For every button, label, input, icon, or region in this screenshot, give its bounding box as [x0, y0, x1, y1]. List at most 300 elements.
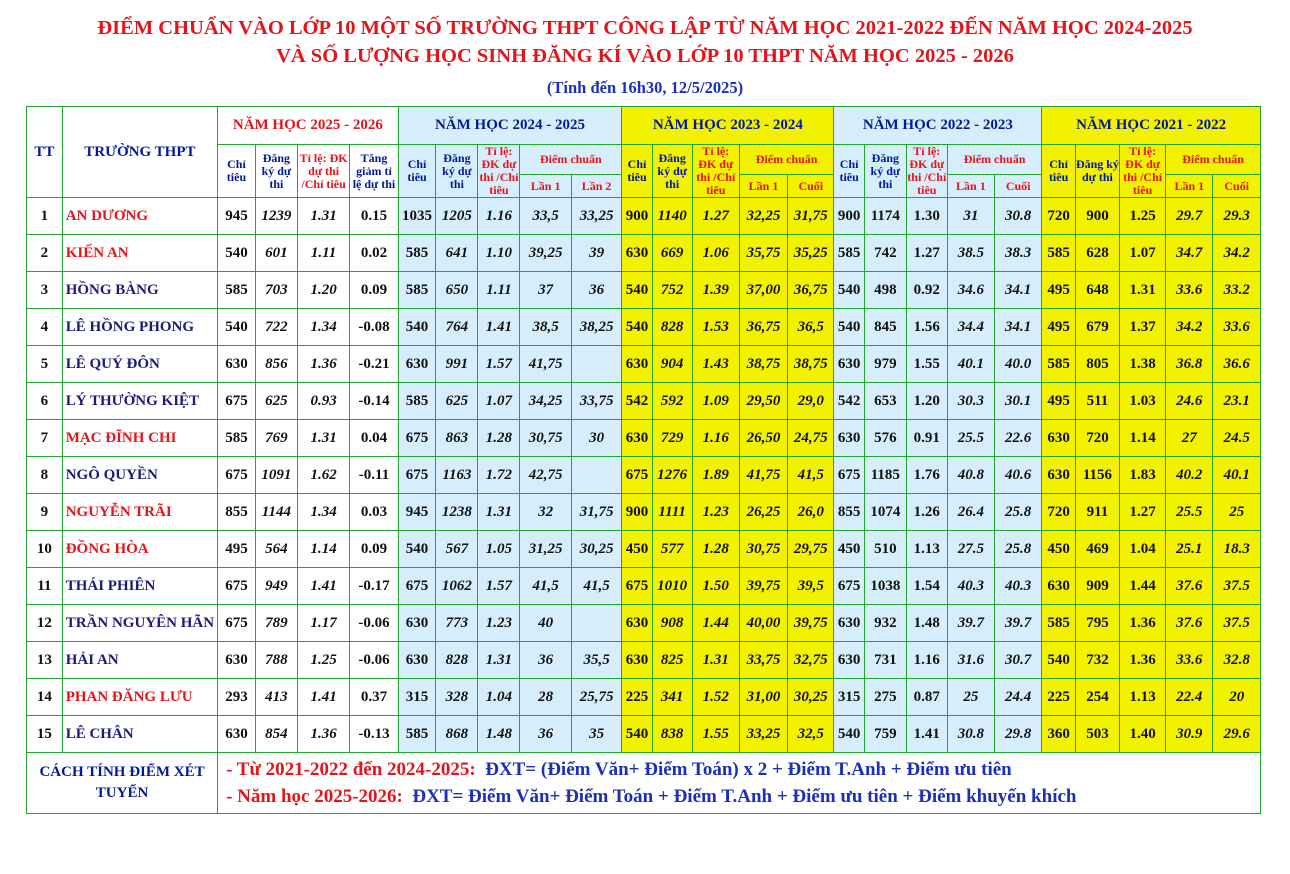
ratio-2025: 1.25: [297, 642, 349, 679]
school-name: HẢI AN: [62, 642, 217, 679]
ratio-2025: 1.17: [297, 605, 349, 642]
header-chi-tieu: Chỉ tiêu: [622, 145, 652, 198]
quota-2024: 675: [398, 457, 436, 494]
registered-2022: 1174: [864, 198, 906, 235]
ratio-2021: 1.38: [1120, 346, 1166, 383]
quota-2025: 585: [218, 420, 256, 457]
quota-2023: 450: [622, 531, 652, 568]
ratio-2021: 1.31: [1120, 272, 1166, 309]
header-chi-tieu: Chỉ tiêu: [1042, 145, 1076, 198]
score-2021-round1: 37.6: [1166, 605, 1213, 642]
score-2022-round1: 34.6: [947, 272, 994, 309]
score-2023-round1: 38,75: [739, 346, 787, 383]
header-lan-1: Lần 1: [520, 175, 571, 198]
score-2024-round2: 35: [571, 716, 621, 753]
score-2021-final: 24.5: [1213, 420, 1261, 457]
score-2021-final: 29.6: [1213, 716, 1261, 753]
registered-2025: 1239: [255, 198, 297, 235]
score-2024-round2: 30: [571, 420, 621, 457]
ratio-change-2025: 0.15: [350, 198, 398, 235]
ratio-2023: 1.23: [692, 494, 739, 531]
score-2023-final: 39,75: [788, 605, 834, 642]
header-ti-le: Tỉ lệ: ĐK dự thi /Chỉ tiêu: [692, 145, 739, 198]
quota-2023: 900: [622, 494, 652, 531]
table-row: [27, 642, 1261, 679]
score-2022-final: 34.1: [995, 272, 1042, 309]
ratio-2022: 1.41: [906, 716, 947, 753]
score-2021-final: 33.2: [1213, 272, 1261, 309]
ratio-2023: 1.06: [692, 235, 739, 272]
header-tang-giam: Tăng giảm tỉ lệ dự thi: [350, 145, 398, 198]
header-dang-ky: Đăng ký dự thi: [255, 145, 297, 198]
ratio-2021: 1.25: [1120, 198, 1166, 235]
score-2024-round1: 39,25: [520, 235, 571, 272]
registered-2021: 469: [1075, 531, 1119, 568]
registered-2025: 854: [255, 716, 297, 753]
table-row: [27, 309, 1261, 346]
ratio-2022: 1.54: [906, 568, 947, 605]
quota-2021: 495: [1042, 272, 1076, 309]
registered-2022: 498: [864, 272, 906, 309]
score-2021-final: 34.2: [1213, 235, 1261, 272]
score-2023-round1: 33,75: [739, 642, 787, 679]
header-year-2025: NĂM HỌC 2025 - 2026: [218, 107, 399, 145]
ratio-2024: 1.41: [478, 309, 520, 346]
quota-2023: 900: [622, 198, 652, 235]
quota-2022: 630: [834, 605, 864, 642]
score-2024-round2: 38,25: [571, 309, 621, 346]
score-2023-final: 36,5: [788, 309, 834, 346]
score-2023-round1: 39,75: [739, 568, 787, 605]
table-body: [27, 198, 1261, 753]
registered-2025: 703: [255, 272, 297, 309]
score-2023-final: 36,75: [788, 272, 834, 309]
score-2023-final: 29,0: [788, 383, 834, 420]
header-school: TRƯỜNG THPT: [62, 107, 217, 198]
quota-2025: 675: [218, 568, 256, 605]
registered-2023: 752: [652, 272, 692, 309]
quota-2024: 585: [398, 272, 436, 309]
score-2022-round1: 26.4: [947, 494, 994, 531]
footer-rule-2: [226, 783, 1260, 810]
quota-2021: 720: [1042, 494, 1076, 531]
score-2024-round1: 31,25: [520, 531, 571, 568]
quota-2025: 630: [218, 716, 256, 753]
row-number: 15: [27, 716, 63, 753]
school-name: LÊ HỒNG PHONG: [62, 309, 217, 346]
row-number: 7: [27, 420, 63, 457]
quota-2022: 675: [834, 568, 864, 605]
row-number: 2: [27, 235, 63, 272]
ratio-change-2025: -0.13: [350, 716, 398, 753]
quota-2022: 630: [834, 346, 864, 383]
score-2021-final: 20: [1213, 679, 1261, 716]
ratio-2023: 1.16: [692, 420, 739, 457]
ratio-2022: 1.26: [906, 494, 947, 531]
ratio-2024: 1.28: [478, 420, 520, 457]
score-2022-final: 29.8: [995, 716, 1042, 753]
ratio-2025: 1.41: [297, 679, 349, 716]
score-2023-round1: 26,50: [739, 420, 787, 457]
score-2022-final: 38.3: [995, 235, 1042, 272]
registered-2025: 413: [255, 679, 297, 716]
score-2023-round1: 30,75: [739, 531, 787, 568]
header-diem-chuan: Điểm chuẩn: [947, 145, 1042, 175]
score-2024-round1: 42,75: [520, 457, 571, 494]
registered-2022: 576: [864, 420, 906, 457]
registered-2025: 722: [255, 309, 297, 346]
ratio-change-2025: 0.03: [350, 494, 398, 531]
registered-2024: 828: [436, 642, 478, 679]
score-2022-final: 30.7: [995, 642, 1042, 679]
quota-2024: 630: [398, 605, 436, 642]
registered-2021: 909: [1075, 568, 1119, 605]
header-cuoi: Cuối: [788, 175, 834, 198]
score-2022-round1: 30.3: [947, 383, 994, 420]
ratio-2022: 1.76: [906, 457, 947, 494]
quota-2022: 542: [834, 383, 864, 420]
registered-2021: 679: [1075, 309, 1119, 346]
table-row: [27, 457, 1261, 494]
registered-2024: 625: [436, 383, 478, 420]
registered-2021: 1156: [1075, 457, 1119, 494]
header-year-2022: NĂM HỌC 2022 - 2023: [834, 107, 1042, 145]
header-ti-le: Tỉ lệ: ĐK dự thi /Chỉ tiêu: [1120, 145, 1166, 198]
quota-2024: 540: [398, 531, 436, 568]
quota-2025: 630: [218, 346, 256, 383]
score-2021-final: 32.8: [1213, 642, 1261, 679]
ratio-2022: 1.13: [906, 531, 947, 568]
ratio-2023: 1.39: [692, 272, 739, 309]
header-ti-le: Tỉ lệ: ĐK dự thi /Chỉ tiêu: [297, 145, 349, 198]
registered-2021: 720: [1075, 420, 1119, 457]
header-year-2023: NĂM HỌC 2023 - 2024: [622, 107, 834, 145]
ratio-2023: 1.27: [692, 198, 739, 235]
score-2021-round1: 22.4: [1166, 679, 1213, 716]
ratio-2022: 1.20: [906, 383, 947, 420]
quota-2023: 225: [622, 679, 652, 716]
registered-2023: 825: [652, 642, 692, 679]
header-year-2021: NĂM HỌC 2021 - 2022: [1042, 107, 1261, 145]
page-subtitle: (Tính đến 16h30, 12/5/2025): [546, 78, 744, 97]
registered-2021: 732: [1075, 642, 1119, 679]
score-2023-final: 30,25: [788, 679, 834, 716]
ratio-2025: 1.14: [297, 531, 349, 568]
ratio-2021: 1.04: [1120, 531, 1166, 568]
school-name: LÊ QUÝ ĐÔN: [62, 346, 217, 383]
score-2022-round1: 25: [947, 679, 994, 716]
registered-2021: 805: [1075, 346, 1119, 383]
registered-2023: 908: [652, 605, 692, 642]
footer-label: CÁCH TÍNH ĐIỂM XÉT TUYỂN: [27, 753, 218, 814]
quota-2022: 630: [834, 420, 864, 457]
ratio-2025: 0.93: [297, 383, 349, 420]
header-diem-chuan: Điểm chuẩn: [1166, 145, 1261, 175]
ratio-2025: 1.20: [297, 272, 349, 309]
score-2022-round1: 34.4: [947, 309, 994, 346]
score-2024-round2: 31,75: [571, 494, 621, 531]
score-2024-round2: 33,25: [571, 198, 621, 235]
quota-2021: 225: [1042, 679, 1076, 716]
ratio-change-2025: -0.14: [350, 383, 398, 420]
registered-2023: 669: [652, 235, 692, 272]
ratio-2021: 1.44: [1120, 568, 1166, 605]
ratio-2021: 1.07: [1120, 235, 1166, 272]
quota-2024: 630: [398, 642, 436, 679]
ratio-2023: 1.44: [692, 605, 739, 642]
registered-2022: 1038: [864, 568, 906, 605]
ratio-2022: 0.91: [906, 420, 947, 457]
quota-2025: 495: [218, 531, 256, 568]
ratio-2024: 1.57: [478, 568, 520, 605]
score-2023-final: 24,75: [788, 420, 834, 457]
registered-2024: 1238: [436, 494, 478, 531]
registered-2021: 795: [1075, 605, 1119, 642]
quota-2023: 630: [622, 235, 652, 272]
school-name: THÁI PHIÊN: [62, 568, 217, 605]
table-row: [27, 679, 1261, 716]
quota-2022: 450: [834, 531, 864, 568]
quota-2022: 540: [834, 272, 864, 309]
ratio-change-2025: -0.06: [350, 605, 398, 642]
registered-2023: 592: [652, 383, 692, 420]
ratio-2023: 1.55: [692, 716, 739, 753]
ratio-2023: 1.43: [692, 346, 739, 383]
score-2022-round1: 39.7: [947, 605, 994, 642]
ratio-2023: 1.31: [692, 642, 739, 679]
ratio-change-2025: -0.08: [350, 309, 398, 346]
quota-2024: 1035: [398, 198, 436, 235]
ratio-change-2025: 0.04: [350, 420, 398, 457]
registered-2022: 759: [864, 716, 906, 753]
score-2024-round1: 36: [520, 642, 571, 679]
table-row: [27, 272, 1261, 309]
registered-2025: 1091: [255, 457, 297, 494]
registered-2025: 769: [255, 420, 297, 457]
ratio-2023: 1.50: [692, 568, 739, 605]
quota-2021: 540: [1042, 642, 1076, 679]
header-chi-tieu: Chỉ tiêu: [398, 145, 436, 198]
score-2022-round1: 40.3: [947, 568, 994, 605]
quota-2024: 675: [398, 568, 436, 605]
registered-2024: 868: [436, 716, 478, 753]
score-2023-round1: 36,75: [739, 309, 787, 346]
ratio-change-2025: -0.17: [350, 568, 398, 605]
registered-2025: 601: [255, 235, 297, 272]
school-name: NGÔ QUYỀN: [62, 457, 217, 494]
ratio-change-2025: -0.21: [350, 346, 398, 383]
score-2023-final: 38,75: [788, 346, 834, 383]
ratio-2025: 1.31: [297, 198, 349, 235]
footer-rules: [218, 753, 1261, 814]
admission-score-table: [26, 106, 1261, 814]
ratio-2024: 1.10: [478, 235, 520, 272]
score-2022-round1: 40.1: [947, 346, 994, 383]
header-diem-chuan: Điểm chuẩn: [739, 145, 834, 175]
score-2022-final: 40.0: [995, 346, 1042, 383]
ratio-2021: 1.83: [1120, 457, 1166, 494]
ratio-2025: 1.62: [297, 457, 349, 494]
score-2022-final: 30.1: [995, 383, 1042, 420]
registered-2024: 764: [436, 309, 478, 346]
score-2021-round1: 30.9: [1166, 716, 1213, 753]
ratio-2021: 1.37: [1120, 309, 1166, 346]
row-number: 10: [27, 531, 63, 568]
score-2023-final: 35,25: [788, 235, 834, 272]
ratio-2025: 1.36: [297, 346, 349, 383]
quota-2025: 585: [218, 272, 256, 309]
registered-2021: 628: [1075, 235, 1119, 272]
registered-2021: 254: [1075, 679, 1119, 716]
school-name: PHAN ĐĂNG LƯU: [62, 679, 217, 716]
quota-2025: 945: [218, 198, 256, 235]
ratio-2021: 1.27: [1120, 494, 1166, 531]
header-diem-chuan: Điểm chuẩn: [520, 145, 622, 175]
row-number: 11: [27, 568, 63, 605]
score-2023-final: 29,75: [788, 531, 834, 568]
score-2023-round1: 29,50: [739, 383, 787, 420]
score-2022-round1: 31.6: [947, 642, 994, 679]
ratio-2021: 1.14: [1120, 420, 1166, 457]
ratio-2022: 1.55: [906, 346, 947, 383]
quota-2023: 542: [622, 383, 652, 420]
score-2022-final: 34.1: [995, 309, 1042, 346]
score-2021-final: 36.6: [1213, 346, 1261, 383]
row-number: 6: [27, 383, 63, 420]
quota-2024: 540: [398, 309, 436, 346]
score-2024-round1: 32: [520, 494, 571, 531]
table-row: [27, 420, 1261, 457]
score-2021-round1: 36.8: [1166, 346, 1213, 383]
quota-2024: 945: [398, 494, 436, 531]
score-2024-round2: 33,75: [571, 383, 621, 420]
score-2021-round1: 33.6: [1166, 272, 1213, 309]
score-2021-final: 18.3: [1213, 531, 1261, 568]
ratio-2024: 1.05: [478, 531, 520, 568]
registered-2022: 979: [864, 346, 906, 383]
row-number: 5: [27, 346, 63, 383]
header-dang-ky: Đăng ký dự thi: [864, 145, 906, 198]
score-2024-round1: 37: [520, 272, 571, 309]
footer-rule-1-prefix: - Từ 2021-2022 đến 2024-2025:: [226, 759, 476, 780]
quota-2024: 585: [398, 235, 436, 272]
ratio-2024: 1.04: [478, 679, 520, 716]
footer-rule-1: [226, 756, 1260, 783]
score-2024-round2: 35,5: [571, 642, 621, 679]
quota-2022: 315: [834, 679, 864, 716]
quota-2023: 630: [622, 642, 652, 679]
score-2023-round1: 33,25: [739, 716, 787, 753]
ratio-2024: 1.31: [478, 494, 520, 531]
score-2024-round1: 30,75: [520, 420, 571, 457]
score-2024-round2: [571, 346, 621, 383]
registered-2023: 1276: [652, 457, 692, 494]
ratio-2025: 1.11: [297, 235, 349, 272]
header-lan-1: Lần 1: [947, 175, 994, 198]
quota-2024: 585: [398, 716, 436, 753]
row-number: 3: [27, 272, 63, 309]
ratio-2024: 1.57: [478, 346, 520, 383]
registered-2022: 731: [864, 642, 906, 679]
ratio-2022: 1.48: [906, 605, 947, 642]
quota-2021: 495: [1042, 309, 1076, 346]
quota-2022: 540: [834, 716, 864, 753]
score-2022-round1: 31: [947, 198, 994, 235]
registered-2024: 567: [436, 531, 478, 568]
score-2024-round1: 36: [520, 716, 571, 753]
score-2024-round1: 28: [520, 679, 571, 716]
registered-2021: 648: [1075, 272, 1119, 309]
registered-2024: 863: [436, 420, 478, 457]
score-2022-round1: 27.5: [947, 531, 994, 568]
quota-2025: 855: [218, 494, 256, 531]
quota-2022: 630: [834, 642, 864, 679]
score-2024-round2: [571, 457, 621, 494]
registered-2024: 1062: [436, 568, 478, 605]
score-2024-round2: [571, 605, 621, 642]
registered-2023: 341: [652, 679, 692, 716]
score-2024-round2: 36: [571, 272, 621, 309]
quota-2023: 675: [622, 568, 652, 605]
registered-2021: 511: [1075, 383, 1119, 420]
ratio-change-2025: 0.09: [350, 531, 398, 568]
ratio-2024: 1.07: [478, 383, 520, 420]
registered-2023: 577: [652, 531, 692, 568]
table-row: [27, 605, 1261, 642]
quota-2023: 540: [622, 716, 652, 753]
score-2021-round1: 37.6: [1166, 568, 1213, 605]
ratio-2023: 1.52: [692, 679, 739, 716]
ratio-2023: 1.53: [692, 309, 739, 346]
registered-2024: 650: [436, 272, 478, 309]
school-name: KIẾN AN: [62, 235, 217, 272]
footer-rule-2-formula: ĐXT= Điểm Văn+ Điểm Toán + Điểm T.Anh + Điểm ưu tiên + Điểm khuyến khích: [412, 786, 1077, 807]
row-number: 1: [27, 198, 63, 235]
score-2023-round1: 35,75: [739, 235, 787, 272]
registered-2025: 625: [255, 383, 297, 420]
ratio-2024: 1.31: [478, 642, 520, 679]
registered-2025: 564: [255, 531, 297, 568]
quota-2021: 585: [1042, 605, 1076, 642]
table-row: [27, 198, 1261, 235]
ratio-2023: 1.28: [692, 531, 739, 568]
ratio-change-2025: 0.37: [350, 679, 398, 716]
quota-2023: 540: [622, 272, 652, 309]
registered-2024: 1163: [436, 457, 478, 494]
score-2023-round1: 37,00: [739, 272, 787, 309]
score-2023-round1: 26,25: [739, 494, 787, 531]
quota-2022: 585: [834, 235, 864, 272]
registered-2021: 911: [1075, 494, 1119, 531]
score-2024-round2: 25,75: [571, 679, 621, 716]
score-2022-final: 39.7: [995, 605, 1042, 642]
quota-2022: 675: [834, 457, 864, 494]
quota-2023: 675: [622, 457, 652, 494]
score-2022-round1: 40.8: [947, 457, 994, 494]
header-dang-ky: Đăng ký dự thi: [436, 145, 478, 198]
ratio-change-2025: -0.11: [350, 457, 398, 494]
quota-2023: 630: [622, 346, 652, 383]
header-chi-tieu: Chỉ tiêu: [834, 145, 864, 198]
quota-2025: 630: [218, 642, 256, 679]
registered-2023: 828: [652, 309, 692, 346]
ratio-2021: 1.40: [1120, 716, 1166, 753]
registered-2022: 742: [864, 235, 906, 272]
score-2023-final: 32,5: [788, 716, 834, 753]
score-2022-final: 40.6: [995, 457, 1042, 494]
row-number: 12: [27, 605, 63, 642]
score-2023-round1: 31,00: [739, 679, 787, 716]
